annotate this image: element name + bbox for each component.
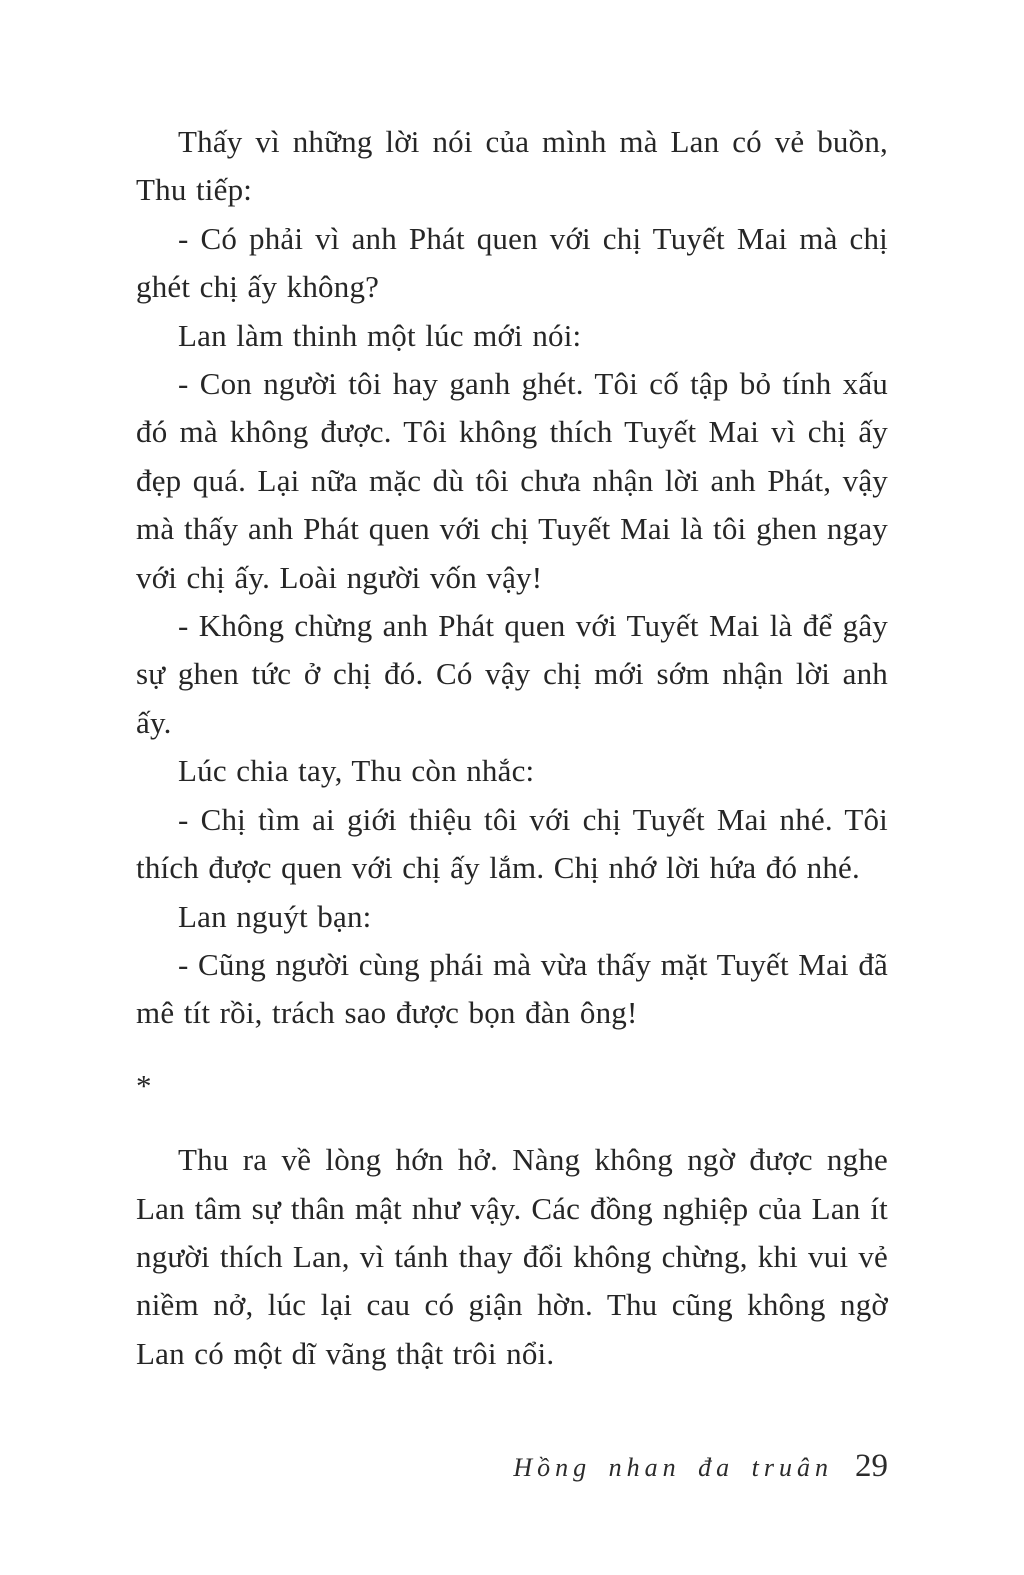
page-number: 29	[855, 1448, 888, 1484]
paragraph: - Có phải vì anh Phát quen với chị Tuyết Mai mà chị ghét chị ấy không?	[136, 220, 888, 305]
paragraph: - Chị tìm ai giới thiệu tôi với chị Tuyết Mai nhé. Tôi thích được quen với chị ấy lắm. Chị nhớ lời hứa đó nhé.	[136, 801, 888, 886]
paragraph: Thấy vì những lời nói của mình mà Lan có vẻ buồn, Thu tiếp:	[136, 124, 888, 208]
paragraph: Lan nguýt bạn:	[178, 898, 372, 934]
paragraph: - Không chừng anh Phát quen với Tuyết Mai là để gây sự ghen tức ở chị đó. Có vậy chị mới sớm nhận lời anh ấy.	[136, 608, 888, 740]
page-footer	[513, 1448, 888, 1485]
paragraph: Lúc chia tay, Thu còn nhắc:	[178, 753, 535, 789]
paragraph: - Cũng người cùng phái mà vừa thấy mặt Tuyết Mai đã mê tít rồi, trách sao được bọn đàn ông!	[136, 946, 888, 1031]
text-block	[136, 118, 888, 1378]
running-title: Hồng nhan đa truân	[513, 1453, 833, 1482]
section-break-asterisk: *	[136, 1067, 152, 1103]
paragraph: - Con người tôi hay ganh ghét. Tôi cố tập bỏ tính xấu đó mà không được. Tôi không thích Tuyết Mai vì chị ấy đẹp quá. Lại nữa mặc dù tôi chưa nhận lời anh Phát, vậy mà thấy anh Phát quen với chị Tuyết Mai là tôi ghen ngay với chị ấy. Loài người vốn vậy!	[136, 366, 888, 595]
paragraph: Lan làm thinh một lúc mới nói:	[178, 317, 582, 353]
paragraph: Thu ra về lòng hớn hở. Nàng không ngờ được nghe Lan tâm sự thân mật như vậy. Các đồng nghiệp của Lan ít người thích Lan, vì tánh thay đổi không chừng, khi vui vẻ niềm nở, lúc lại cau có giận hờn. Thu cũng không ngờ Lan có một dĩ vãng thật trôi nổi.	[136, 1142, 888, 1371]
